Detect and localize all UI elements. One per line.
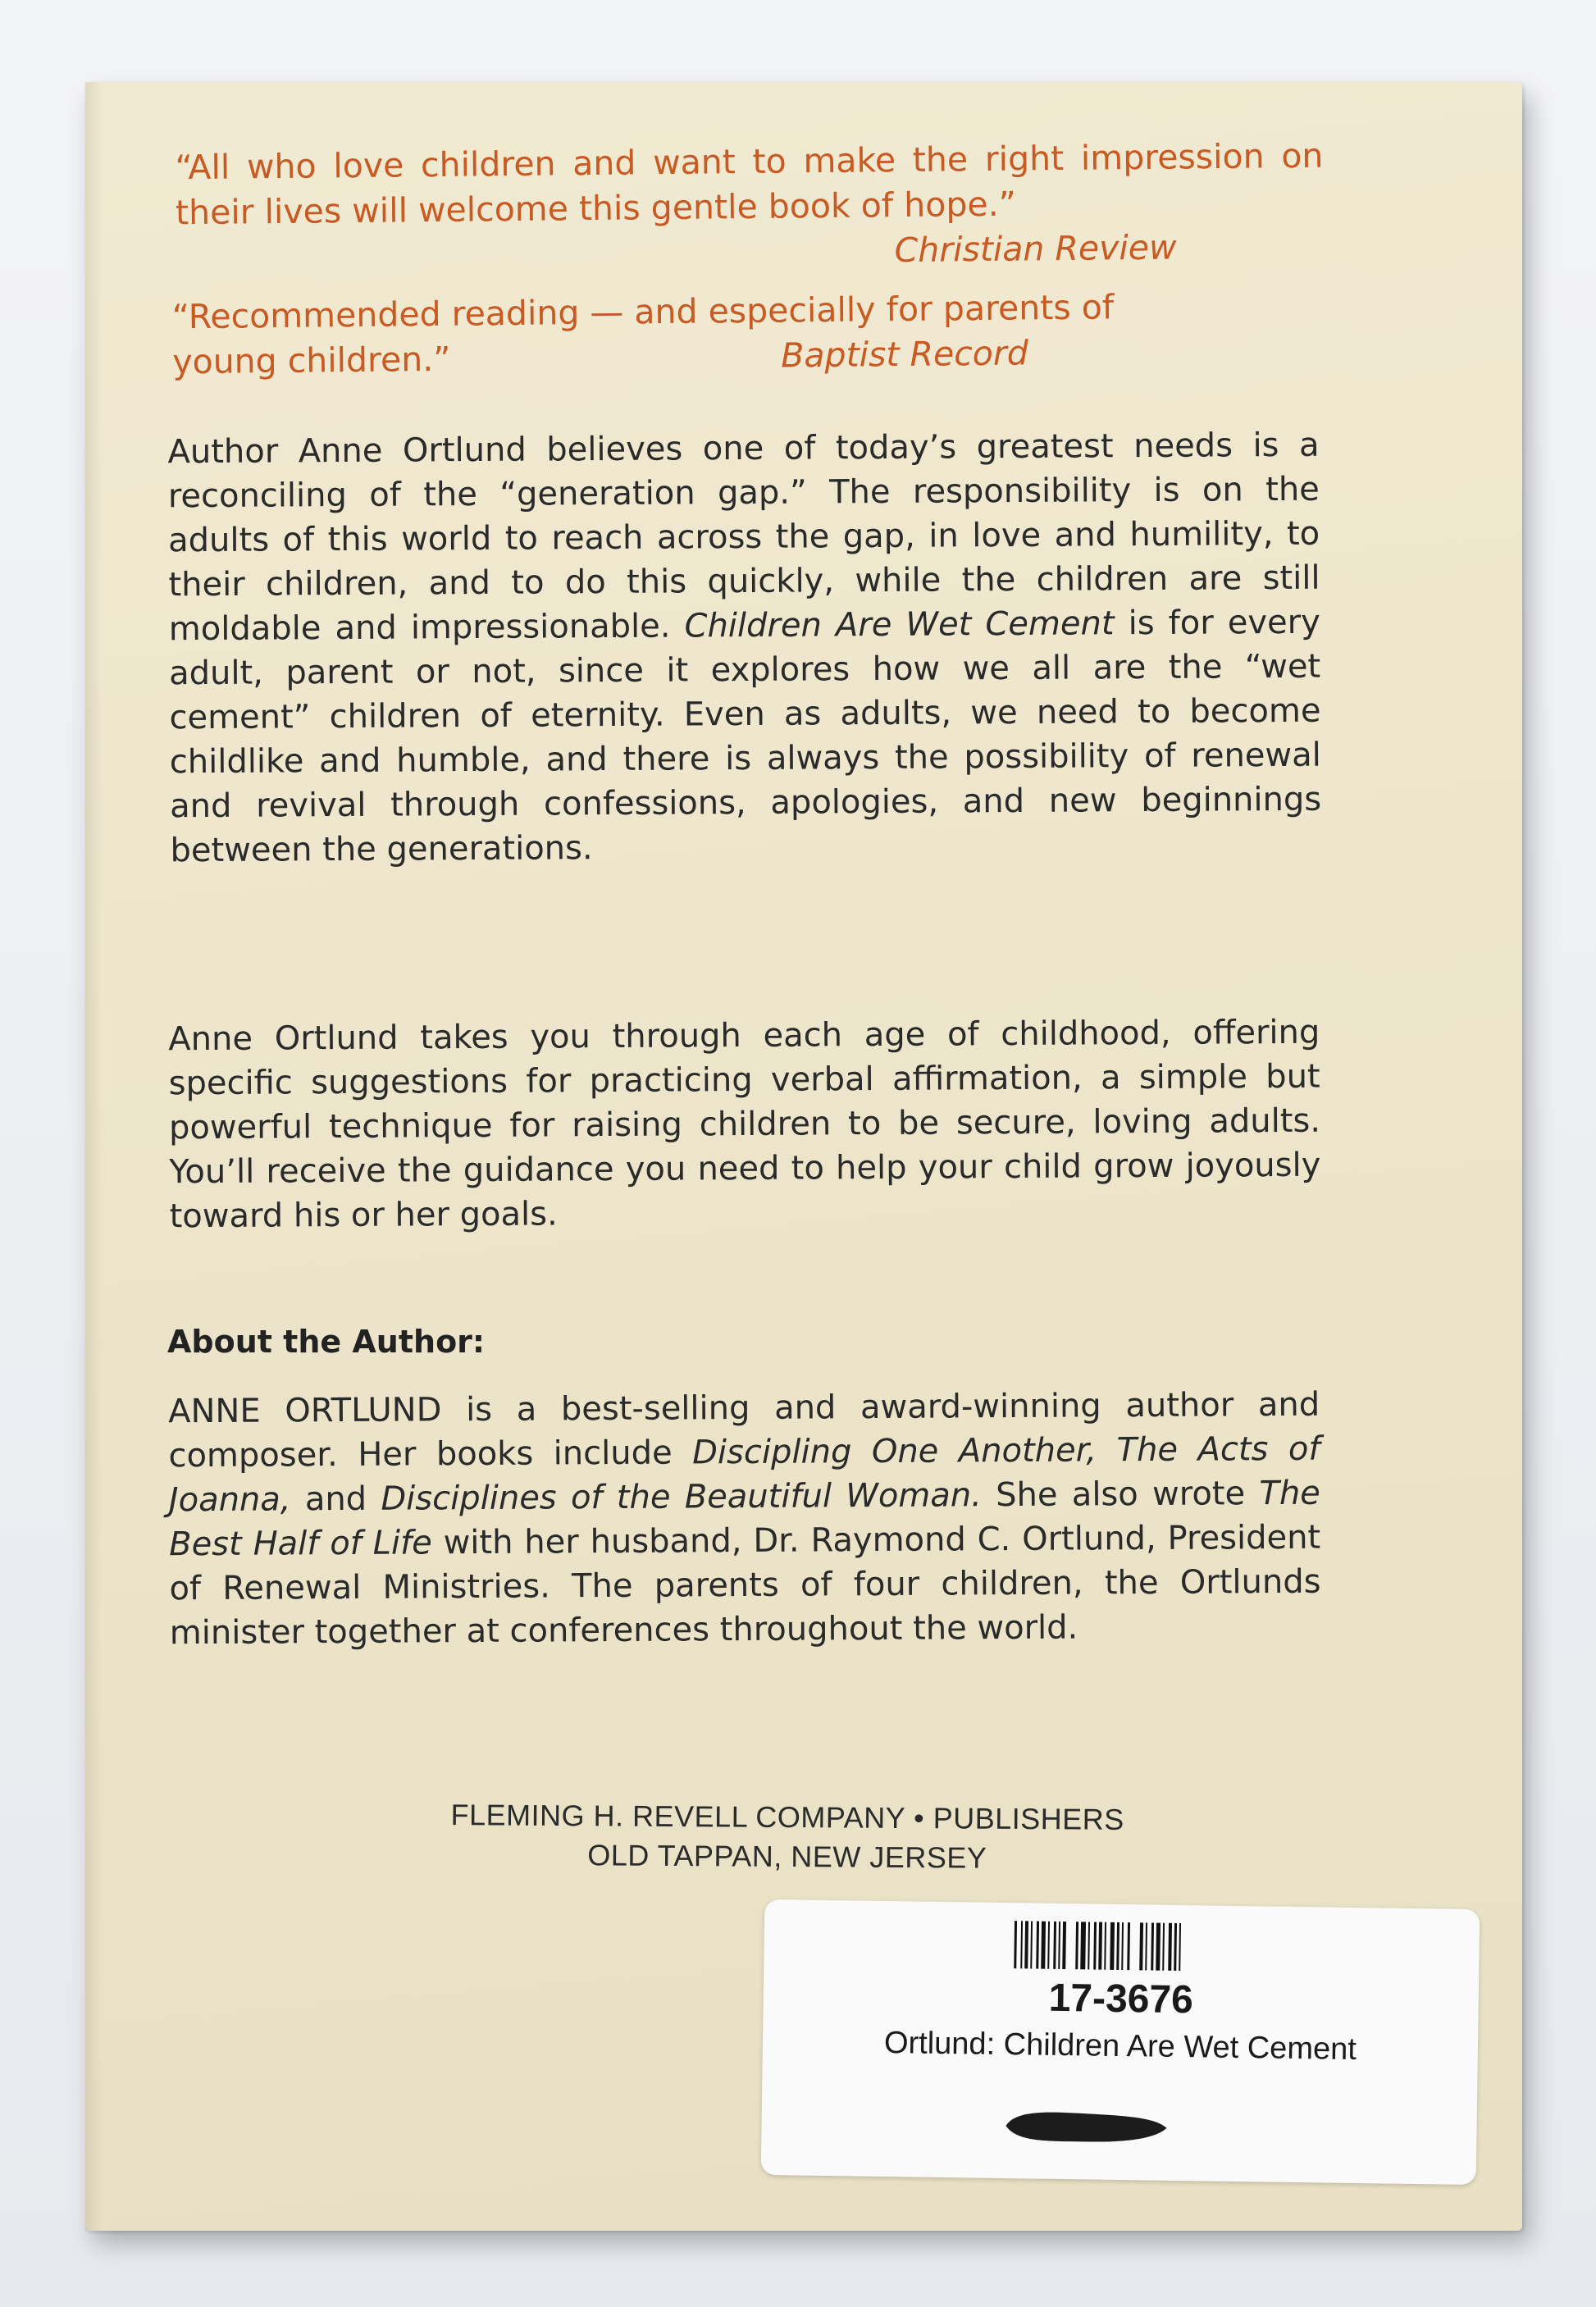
redaction-mark [999, 2104, 1172, 2150]
quote-text-line2-text: young children.” [172, 339, 451, 382]
barcode-bar [1104, 1922, 1106, 1970]
barcode-bar [1139, 1922, 1143, 1970]
barcode-bar [1075, 1922, 1078, 1969]
barcode-bar [1024, 1921, 1028, 1968]
barcode-bar [1088, 1922, 1090, 1969]
barcode-bar [1121, 1922, 1124, 1970]
barcode-bar [1053, 1922, 1056, 1969]
barcode-bar [1127, 1922, 1130, 1970]
barcode-bar [1179, 1923, 1181, 1971]
sticker-title: Ortlund: Children Are Wet Cement [883, 2025, 1357, 2068]
about-text: and [290, 1479, 381, 1519]
book-title-italic: Children Are Wet Cement [684, 604, 1115, 645]
barcode-bar [1036, 1922, 1039, 1969]
quote-source: Baptist Record [781, 333, 1028, 376]
book-title-italic: Disciplines of the Beautiful Woman. [381, 1476, 983, 1518]
review-quote-baptist-record [171, 283, 1320, 385]
barcode-bar [1020, 1921, 1023, 1968]
about-author-heading: About the Author: [167, 1324, 486, 1360]
description-text: is for every adult, parent or not, since it explores how we all are the “wet cement” children of eternity. Even as adults, we need to become childlike and humble, and there is always the possibility of renewal and revival through confessions, apologies, and new beginnings between the generations. [169, 603, 1322, 870]
review-quote-christian-review [175, 134, 1325, 281]
publisher-name: FLEMING H. REVELL COMPANY • PUBLISHERS [450, 1798, 1124, 1836]
barcode-bar [1047, 1922, 1050, 1969]
barcode-bar [1151, 1923, 1154, 1971]
publisher-imprint [377, 1795, 1198, 1880]
barcode-bar [1098, 1922, 1102, 1970]
quote-source: Christian Review [894, 227, 1177, 271]
about-text: ANNE ORTLUND is a best-selling and award-winning author and composer. Her books include [168, 1385, 1320, 1475]
sticker-number: 17-3676 [1048, 1976, 1194, 2022]
description-text: Author Anne Ortlund believes one of today’s greatest needs is a reconciling of the “generation gap.” The responsibility is on the adults of this world to reach across the gap, in love and humility, to their children, and to do this quickly, while the children are still moldable and impressionable. [167, 426, 1320, 649]
publisher-location: OLD TAPPAN, NEW JERSEY [587, 1838, 987, 1875]
barcode-bar [1156, 1923, 1161, 1971]
barcode-bar [1014, 1921, 1017, 1968]
barcode-bar [1030, 1921, 1033, 1968]
about-text: with her husband, Dr. Raymond C. Ortlund, President of Renewal Ministries. The parents of four children, the Ortlunds minister together at conferences throughout the world. [169, 1518, 1321, 1653]
book-title-italic: Discipling One Another, The Acts of Joanna, [168, 1429, 1320, 1520]
quote-text-line1: “Recommended reading — and especially for parents of [171, 287, 1115, 337]
about-author-paragraph [168, 1383, 1321, 1656]
book-title-italic: The Best Half of Life [169, 1474, 1320, 1564]
inventory-sticker [761, 1899, 1480, 2185]
barcode-bar [1041, 1922, 1046, 1969]
barcode-bar [1116, 1922, 1119, 1970]
barcode-bar [1162, 1923, 1165, 1971]
barcode-bar [1058, 1922, 1060, 1969]
barcode-bar [1168, 1923, 1172, 1971]
barcode-bar [1110, 1922, 1115, 1970]
barcode-bar [1145, 1922, 1147, 1970]
barcode-bar [1080, 1922, 1086, 1969]
barcode-bar [1062, 1922, 1066, 1969]
barcode-icon [1014, 1921, 1195, 1971]
book-edge-shadow [85, 82, 102, 2231]
description-paragraph-2: Anne Ortlund takes you through each age of childhood, offering specific suggestions for practicing verbal affirmation, a simple but powerful technique for raising children to be secure, loving adults. You’ll receive the guidance you need to help your child grow joyously toward his or her goals. [168, 1013, 1321, 1236]
barcode-bar [1174, 1923, 1177, 1971]
about-text: She also wrote [981, 1475, 1260, 1515]
description-paragraph-1 [167, 423, 1321, 873]
barcode-bar [1093, 1922, 1097, 1970]
quote-text: “All who love children and want to make the right impression on their lives will welcome this gentle book of hope.” [175, 135, 1324, 233]
